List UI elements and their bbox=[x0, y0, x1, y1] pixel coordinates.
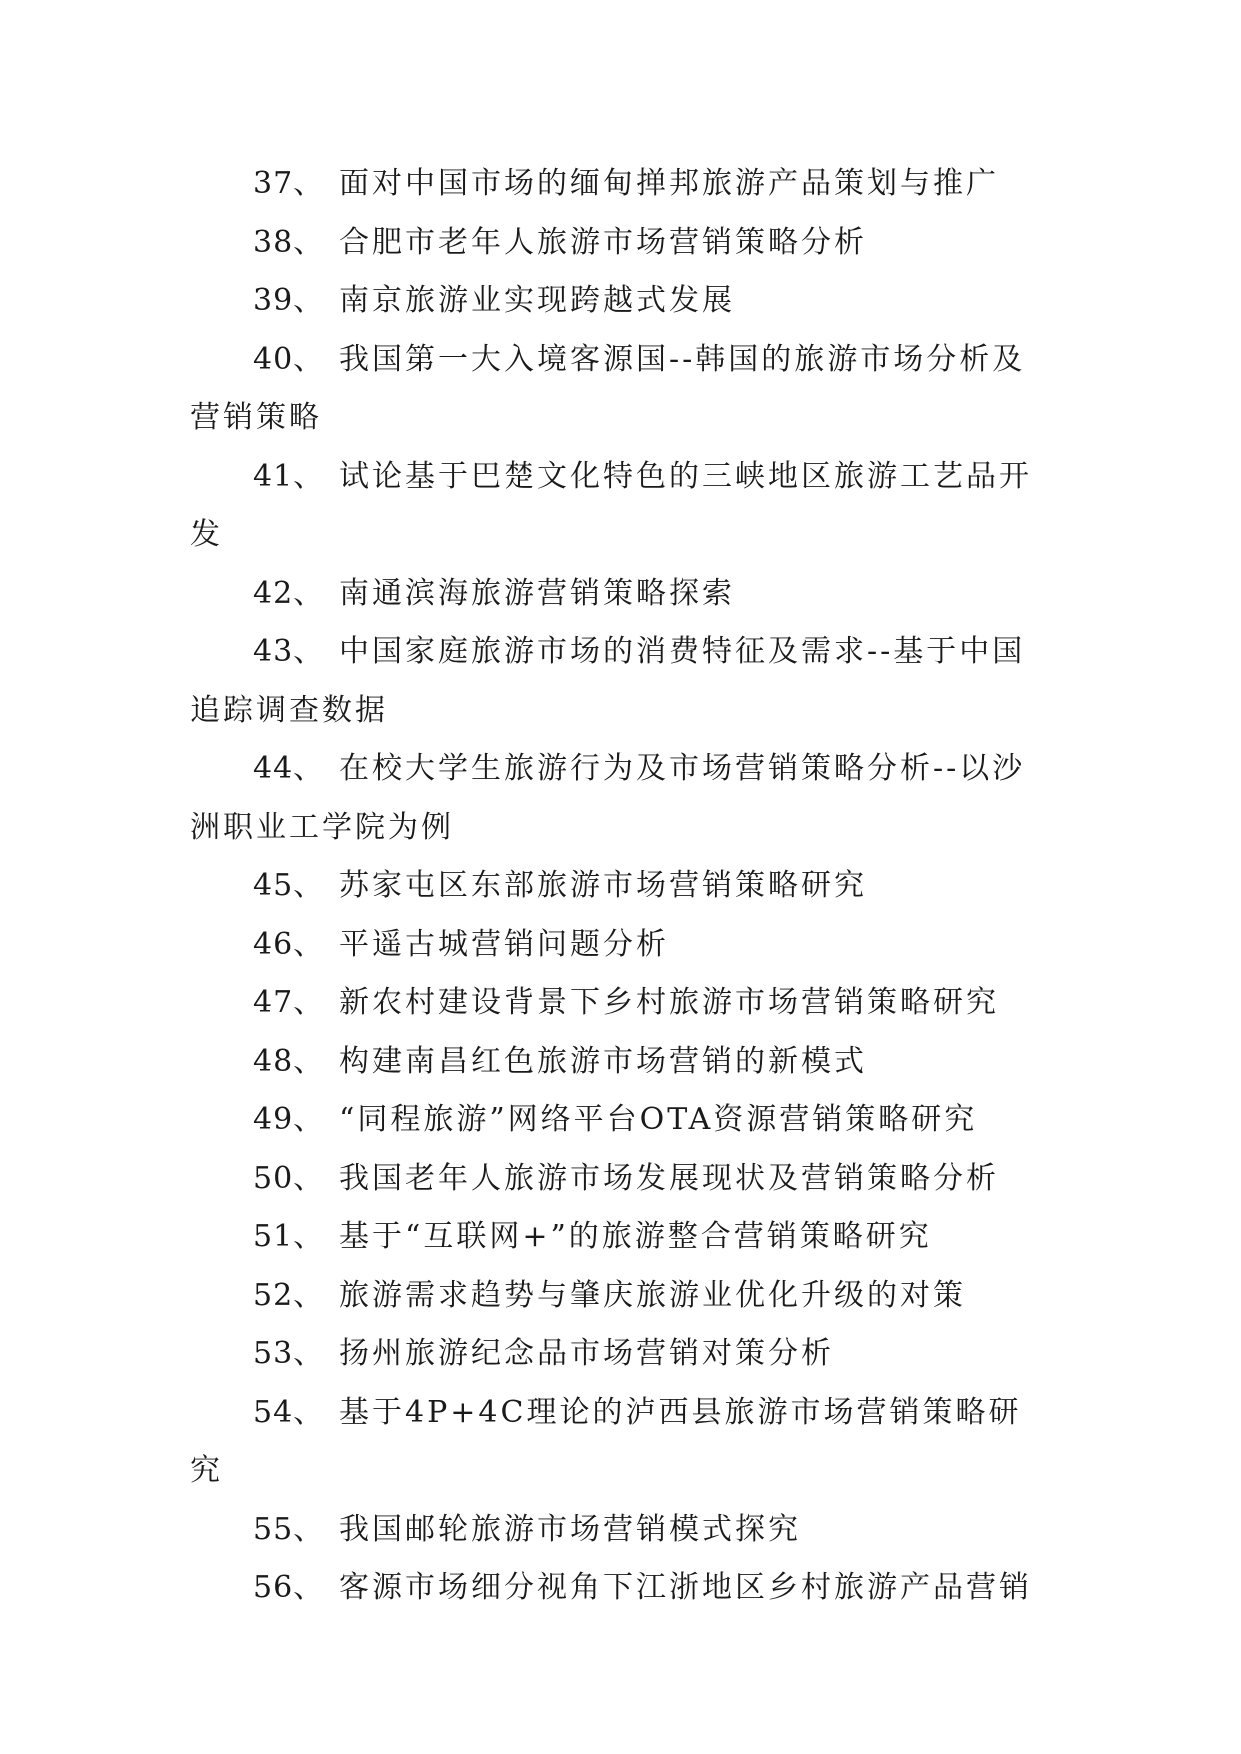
item-number: 41、 bbox=[253, 458, 325, 494]
list-item bbox=[190, 1267, 1050, 1326]
item-title: 我国老年人旅游市场发展现状及营销策略分析 bbox=[339, 1160, 999, 1196]
item-title: 合肥市老年人旅游市场营销策略分析 bbox=[339, 224, 867, 260]
item-number: 45、 bbox=[253, 868, 325, 903]
item-number: 53、 bbox=[253, 1336, 325, 1371]
item-title: 基于4P+4C理论的泸西县旅游市场营销策略研究 bbox=[190, 1394, 1022, 1488]
list-item bbox=[190, 974, 1050, 1033]
item-title: 在校大学生旅游行为及市场营销策略分析--以沙洲职业工学院为例 bbox=[190, 751, 1026, 845]
list-item bbox=[190, 1033, 1050, 1092]
topic-list bbox=[190, 155, 1050, 1618]
item-title: 试论基于巴楚文化特色的三峡地区旅游工艺品开发 bbox=[190, 458, 1032, 552]
list-item bbox=[190, 916, 1050, 975]
item-number: 44、 bbox=[253, 751, 325, 786]
item-number: 47、 bbox=[253, 985, 325, 1020]
list-item bbox=[190, 623, 1050, 740]
list-item bbox=[190, 565, 1050, 624]
item-number: 38、 bbox=[253, 224, 325, 260]
item-number: 49、 bbox=[253, 1102, 325, 1137]
item-number: 37、 bbox=[253, 166, 325, 201]
list-item bbox=[190, 448, 1050, 565]
item-title: 平遥古城营销问题分析 bbox=[339, 926, 669, 962]
list-item bbox=[190, 272, 1050, 331]
list-item bbox=[190, 155, 1050, 214]
item-title: 新农村建设背景下乡村旅游市场营销策略研究 bbox=[339, 985, 999, 1020]
item-number: 50、 bbox=[253, 1160, 325, 1196]
list-item bbox=[190, 857, 1050, 916]
item-title: 构建南昌红色旅游市场营销的新模式 bbox=[339, 1043, 867, 1079]
item-title: 基于“互联网+”的旅游整合营销策略研究 bbox=[339, 1219, 932, 1254]
item-title: 旅游需求趋势与肇庆旅游业优化升级的对策 bbox=[339, 1277, 966, 1313]
item-title: 面对中国市场的缅甸掸邦旅游产品策划与推广 bbox=[339, 166, 999, 201]
list-item bbox=[190, 740, 1050, 857]
item-number: 52、 bbox=[253, 1277, 325, 1313]
item-number: 40、 bbox=[253, 341, 325, 377]
item-number: 54、 bbox=[253, 1394, 325, 1430]
item-title: 中国家庭旅游市场的消费特征及需求--基于中国追踪调查数据 bbox=[190, 634, 1026, 728]
item-number: 39、 bbox=[253, 283, 325, 318]
list-item bbox=[190, 331, 1050, 448]
item-title: 客源市场细分视角下江浙地区乡村旅游产品营销 bbox=[339, 1570, 1032, 1605]
item-number: 43、 bbox=[253, 634, 325, 669]
list-item bbox=[190, 1150, 1050, 1209]
item-number: 42、 bbox=[253, 575, 325, 611]
item-title: “同程旅游”网络平台OTA资源营销策略研究 bbox=[339, 1102, 978, 1137]
list-item bbox=[190, 1325, 1050, 1384]
item-number: 48、 bbox=[253, 1043, 325, 1079]
item-title: 我国邮轮旅游市场营销模式探究 bbox=[339, 1511, 801, 1547]
item-title: 南通滨海旅游营销策略探索 bbox=[339, 575, 735, 611]
list-item bbox=[190, 1091, 1050, 1150]
item-title: 苏家屯区东部旅游市场营销策略研究 bbox=[339, 868, 867, 903]
item-title: 南京旅游业实现跨越式发展 bbox=[339, 283, 735, 318]
item-number: 56、 bbox=[253, 1570, 325, 1605]
item-number: 55、 bbox=[253, 1511, 325, 1547]
item-title: 扬州旅游纪念品市场营销对策分析 bbox=[339, 1336, 834, 1371]
item-number: 46、 bbox=[253, 926, 325, 962]
list-item bbox=[190, 214, 1050, 273]
list-item bbox=[190, 1501, 1050, 1560]
list-item bbox=[190, 1559, 1050, 1618]
item-title: 我国第一大入境客源国--韩国的旅游市场分析及营销策略 bbox=[190, 341, 1026, 435]
list-item bbox=[190, 1208, 1050, 1267]
list-item bbox=[190, 1384, 1050, 1501]
item-number: 51、 bbox=[253, 1219, 325, 1254]
